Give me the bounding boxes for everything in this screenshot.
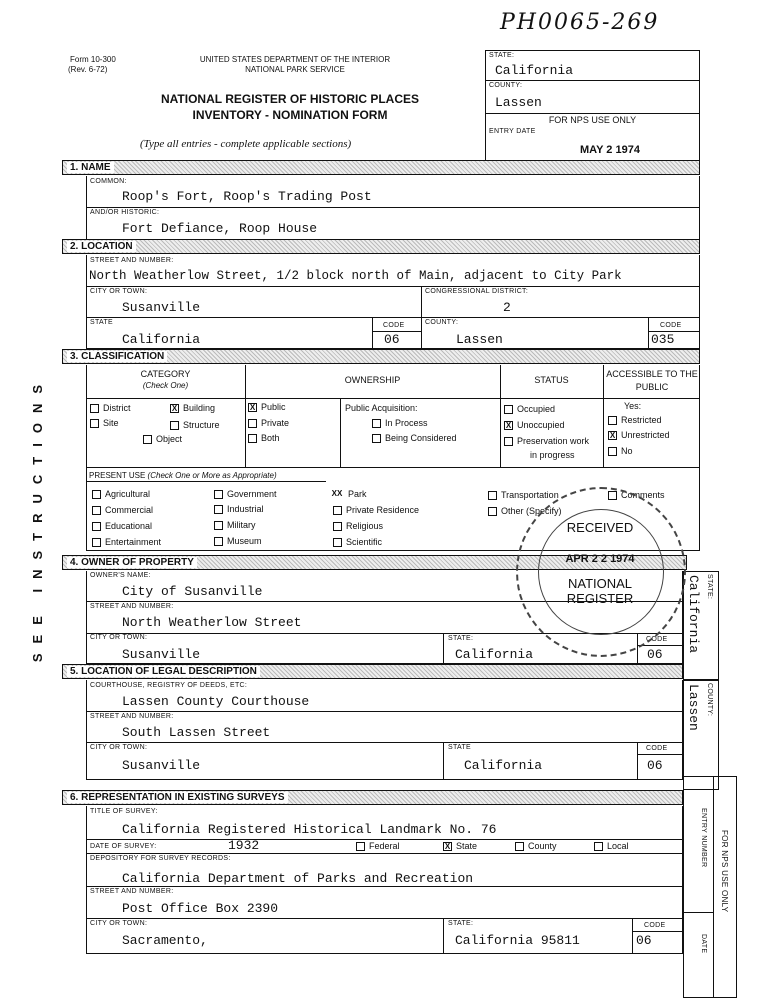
depository-code-label: CODE	[644, 922, 666, 929]
checkbox-unrestricted[interactable]: X Unrestricted	[609, 430, 670, 440]
checkbox-no[interactable]: No	[608, 446, 633, 456]
congressional-label: CONGRESSIONAL DISTRICT:	[425, 288, 529, 295]
owner-code-value: 06	[647, 647, 663, 662]
legal-state-value: California	[464, 758, 543, 773]
depository-city-value: Sacramento,	[122, 933, 208, 948]
checkbox-private[interactable]: Private	[248, 418, 289, 428]
side-county-value: Lassen	[686, 684, 701, 731]
location-street-value: North Weatherlow Street, 1/2 block north of Main, adjacent to City Park	[89, 269, 622, 283]
nps-use-only: FOR NPS USE ONLY	[548, 115, 637, 125]
header-state-value: California	[495, 63, 574, 78]
owner-city-label: CITY OR TOWN:	[90, 634, 148, 641]
location-city-label: CITY OR TOWN:	[90, 288, 148, 295]
location-state-value: California	[122, 332, 201, 347]
use-educational[interactable]: Educational	[92, 521, 152, 531]
survey-federal[interactable]: Federal	[356, 841, 400, 851]
checkbox-site[interactable]: Site	[90, 418, 119, 428]
use-government[interactable]: Government	[214, 489, 277, 499]
location-city-value: Susanville	[122, 300, 201, 315]
use-scientific[interactable]: Scientific	[333, 537, 382, 547]
checkbox-unoccupied[interactable]: X Unoccupied	[505, 420, 565, 430]
location-code-value: 06	[384, 332, 400, 347]
category-header: CATEGORY	[140, 369, 191, 379]
checkbox-structure[interactable]: Structure	[170, 420, 220, 430]
depository-label: DEPOSITORY FOR SURVEY RECORDS:	[90, 855, 231, 862]
survey-date-value: 1932	[228, 838, 260, 853]
section-6-header: 6. REPRESENTATION IN EXISTING SURVEYS	[62, 790, 683, 805]
checkbox-building[interactable]: X Building	[171, 403, 216, 413]
section-1-header: 1. NAME	[62, 160, 700, 175]
checkbox-both[interactable]: Both	[248, 433, 280, 443]
use-military[interactable]: Military	[214, 520, 256, 530]
side-county-label: COUNTY:	[706, 683, 713, 717]
use-agricultural[interactable]: Agricultural	[92, 489, 150, 499]
preservation-in-progress: in progress	[530, 450, 575, 460]
courthouse-value: Lassen County Courthouse	[122, 694, 310, 709]
form-rev: (Rev. 6-72)	[68, 65, 108, 74]
location-code-label: CODE	[383, 322, 405, 329]
access-yes-label: Yes:	[624, 401, 642, 411]
checkbox-occupied[interactable]: Occupied	[504, 404, 555, 414]
common-label: COMMON:	[90, 178, 127, 185]
location-county-label: COUNTY:	[425, 319, 459, 326]
see-instructions-label: SEE INSTRUCTIONS	[30, 375, 45, 663]
use-other[interactable]: Other (Specify)	[488, 506, 562, 516]
form-instruction: (Type all entries - complete applicable sections)	[140, 138, 352, 150]
section-4-header: 4. OWNER OF PROPERTY	[62, 555, 687, 570]
survey-date-label: DATE OF SURVEY:	[90, 843, 157, 850]
depository-city-label: CITY OR TOWN:	[90, 920, 148, 927]
form-title-1: NATIONAL REGISTER OF HISTORIC PLACES	[160, 92, 420, 106]
location-street-label: STREET AND NUMBER:	[90, 257, 174, 264]
category-subheader: (Check One)	[142, 381, 189, 390]
legal-code-value: 06	[647, 758, 663, 773]
historic-name-value: Fort Defiance, Roop House	[122, 221, 318, 236]
stamp-received: RECEIVED	[566, 520, 634, 535]
dept-line2: NATIONAL PARK SERVICE	[245, 65, 345, 74]
side-entry-number: ENTRY NUMBER	[700, 808, 707, 868]
stamp-national: NATIONAL	[567, 576, 633, 591]
use-commercial[interactable]: Commercial	[92, 505, 153, 515]
congressional-value: 2	[503, 300, 511, 315]
depository-state-value: California 95811	[455, 933, 580, 948]
checkbox-object[interactable]: Object	[143, 434, 182, 444]
checkbox-district[interactable]: District	[90, 403, 131, 413]
side-state-value: California	[686, 575, 701, 654]
owner-code-label: CODE	[646, 636, 668, 643]
dept-line1: UNITED STATES DEPARTMENT OF THE INTERIOR	[199, 55, 391, 64]
common-name-value: Roop's Fort, Roop's Trading Post	[122, 189, 372, 204]
ownership-header: OWNERSHIP	[344, 375, 401, 385]
legal-street-label: STREET AND NUMBER:	[90, 713, 174, 720]
location-state-label: STATE	[90, 319, 114, 326]
side-nps-use: FOR NPS USE ONLY	[720, 830, 729, 913]
legal-city-value: Susanville	[122, 758, 201, 773]
checkbox-restricted[interactable]: Restricted	[608, 415, 662, 425]
county-code-label: CODE	[660, 322, 682, 329]
entry-date-value: MAY 2 1974	[580, 144, 640, 156]
access-header: ACCESSIBLE TO THE PUBLIC	[606, 369, 698, 392]
use-private-residence[interactable]: Private Residence	[333, 505, 419, 515]
present-use-label: PRESENT USE (Check One or More as Appropriate)	[89, 471, 277, 480]
legal-city-label: CITY OR TOWN:	[90, 744, 148, 751]
use-transportation[interactable]: Transportation	[488, 490, 559, 500]
use-entertainment[interactable]: Entertainment	[92, 537, 161, 547]
legal-state-label: STATE	[448, 744, 472, 751]
survey-title-label: TITLE OF SURVEY:	[90, 808, 158, 815]
handwritten-id: PH0065-269	[500, 10, 660, 35]
owner-street-value: North Weatherlow Street	[122, 615, 302, 630]
header-county-value: Lassen	[495, 95, 542, 110]
stamp-register: REGISTER	[566, 591, 634, 606]
header-county-label: COUNTY:	[489, 82, 523, 89]
county-code-value: 035	[651, 332, 675, 347]
checkbox-being-considered[interactable]: Being Considered	[372, 433, 457, 443]
owner-state-value: California	[455, 647, 534, 662]
stamp-date: APR 2 2 1974	[565, 553, 635, 565]
section-3-header: 3. CLASSIFICATION	[62, 349, 700, 364]
survey-state[interactable]: X State	[444, 841, 478, 851]
use-park[interactable]: XX Park	[331, 488, 367, 499]
header-state-label: STATE:	[489, 52, 515, 59]
survey-title-value: California Registered Historical Landmark No. 76	[122, 822, 497, 837]
owner-street-label: STREET AND NUMBER:	[90, 603, 174, 610]
survey-local[interactable]: Local	[594, 841, 629, 851]
depository-state-label: STATE:	[448, 920, 474, 927]
form-number: Form 10-300	[70, 55, 116, 64]
depository-street-label: STREET AND NUMBER:	[90, 888, 174, 895]
entry-date-label: ENTRY DATE	[489, 128, 536, 135]
owner-city-value: Susanville	[122, 647, 201, 662]
legal-code-label: CODE	[646, 745, 668, 752]
status-header: STATUS	[534, 375, 569, 385]
survey-county[interactable]: County	[515, 841, 557, 851]
section-2-header: 2. LOCATION	[62, 239, 700, 254]
use-museum[interactable]: Museum	[214, 536, 262, 546]
owner-name-label: OWNER'S NAME:	[90, 572, 151, 579]
checkbox-preservation[interactable]: Preservation work	[504, 436, 589, 446]
legal-street-value: South Lassen Street	[122, 725, 271, 740]
use-religious[interactable]: Religious	[333, 521, 383, 531]
use-industrial[interactable]: Industrial	[214, 504, 264, 514]
owner-state-label: STATE:	[448, 635, 474, 642]
checkbox-public[interactable]: X Public	[249, 402, 286, 412]
use-comments[interactable]: Comments	[608, 490, 665, 500]
section-5-header: 5. LOCATION OF LEGAL DESCRIPTION	[62, 664, 683, 679]
owner-name-value: City of Susanville	[122, 584, 263, 599]
historic-label: AND/OR HISTORIC:	[90, 209, 160, 216]
depository-street-value: Post Office Box 2390	[122, 901, 279, 916]
form-title-2: INVENTORY - NOMINATION FORM	[192, 108, 388, 122]
courthouse-label: COURTHOUSE, REGISTRY OF DEEDS, ETC:	[90, 682, 248, 689]
public-acquisition-label: Public Acquisition:	[345, 403, 418, 413]
depository-code-value: 06	[636, 933, 652, 948]
depository-value: California Department of Parks and Recreation	[122, 871, 474, 886]
checkbox-in-process[interactable]: In Process	[372, 418, 428, 428]
side-state-label: STATE:	[706, 574, 713, 600]
side-date: DATE	[700, 934, 707, 954]
location-county-value: Lassen	[456, 332, 503, 347]
